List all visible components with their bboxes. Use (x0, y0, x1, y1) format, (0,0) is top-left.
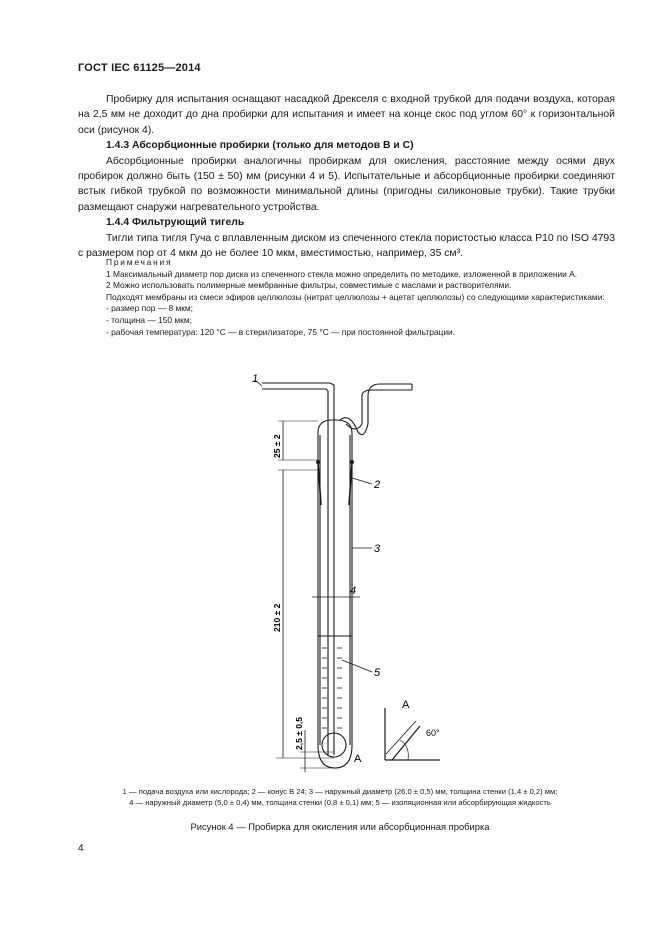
legend-line-2: 4 — наружный диаметр (5,0 ± 0,4) мм, толщина стенки (0,8 ± 0,1) мм; 5 — изоляционная или абсорбирующая жидкость (129, 798, 551, 807)
callout-2: 2 (374, 479, 381, 491)
paragraph-absorption-tubes: Абсорбционные пробирки аналогичны пробиркам для окисления, расстояние между осями двух пробирок должно быть (150 ± 50) мм (рисунки 4 и 5). Испытательные и абсорбционные пробирки соединяют встык гибкой трубкой по возможности минимальной длины (пригодны силиконовые трубки). Такие трубки размещают снаружи нагревательного устройства. (78, 155, 615, 213)
note-list-item: - толщина — 150 мкм; (106, 314, 192, 325)
section-heading-1-4-3: 1.4.3 Абсорбционные пробирки (только для методов B и C) (106, 140, 414, 152)
body-text (78, 92, 615, 261)
section-heading-1-4-4: 1.4.4 Фильтрующий тигель (106, 217, 245, 229)
notes-title: Примечания (106, 257, 173, 267)
notes-block (78, 257, 615, 338)
dim-bottom-label: 2,5 ± 0,5 (294, 716, 304, 750)
angle-label: 60° (426, 728, 440, 738)
detail-a-marker: A (354, 753, 362, 765)
callout-4: 4 (350, 585, 357, 597)
callout-3: 3 (374, 543, 381, 555)
paragraph-drechsel-head: Пробирку для испытания оснащают насадкой Дрекселя с входной трубкой для подачи воздуха, которая на 2,5 мм не доходит до дна пробирки для испытания и имеет на конце скос под углом 60° к горизонтальной оси (рисунок 4). (78, 94, 615, 136)
note-2: 2 Можно использовать полимерные мембранные фильтры, совместимые с маслами и растворителями. (106, 280, 512, 291)
outlet-pipe-inner (346, 390, 412, 429)
figure-legend (60, 786, 620, 808)
paragraph-filter-crucible: Тигли типа тигля Гуча с вплавленным диском из спеченного стекла пористостью класса P10 по ISO 4793 с размером пор от 4 мкм до не более 10 мкм, вместимостью, например, 35 см³. (78, 232, 615, 260)
callout-5: 5 (374, 667, 381, 679)
oxidation-tube-drawing (230, 368, 450, 778)
note-membranes: Подходят мембраны из смеси эфиров целлюлозы (нитрат целлюлозы + ацетат целлюлозы) со следующими характеристиками: (106, 291, 605, 302)
detail-a-title: A (402, 699, 410, 711)
detail-angle-arc (400, 740, 408, 760)
leader-5 (342, 660, 372, 672)
document-header: ГОСТ IEC 61125—2014 (78, 62, 201, 74)
dim-length-label: 210 ± 2 (272, 603, 282, 632)
dim-top-label: 25 ± 2 (272, 434, 282, 458)
note-list-item: - рабочая температура: 120 °С — в стерилизаторе, 75 °С — при постоянной фильтрации. (106, 326, 456, 337)
figure-caption: Рисунок 4 — Пробирка для окисления или абсорбционная пробирка (190, 821, 490, 832)
legend-line-1: 1 — подача воздуха или кислорода; 2 — конус B 24; 3 — наружный диаметр (26,0 ± 0,5) мм, толщина стенки (1,4 ± 0,2) мм; (122, 787, 558, 796)
page-number: 4 (78, 843, 84, 854)
liquid-graduation (322, 648, 342, 728)
note-list-item: - размер пор — 8 мкм; (106, 303, 193, 314)
outer-tube-outline (318, 420, 352, 768)
note-1: 1 Максимальный диаметр пор диска из спеченного стекла можно определить по методике, изложенной в приложении А. (106, 268, 578, 279)
leader-2 (352, 478, 372, 484)
callout-1: 1 (252, 373, 259, 385)
